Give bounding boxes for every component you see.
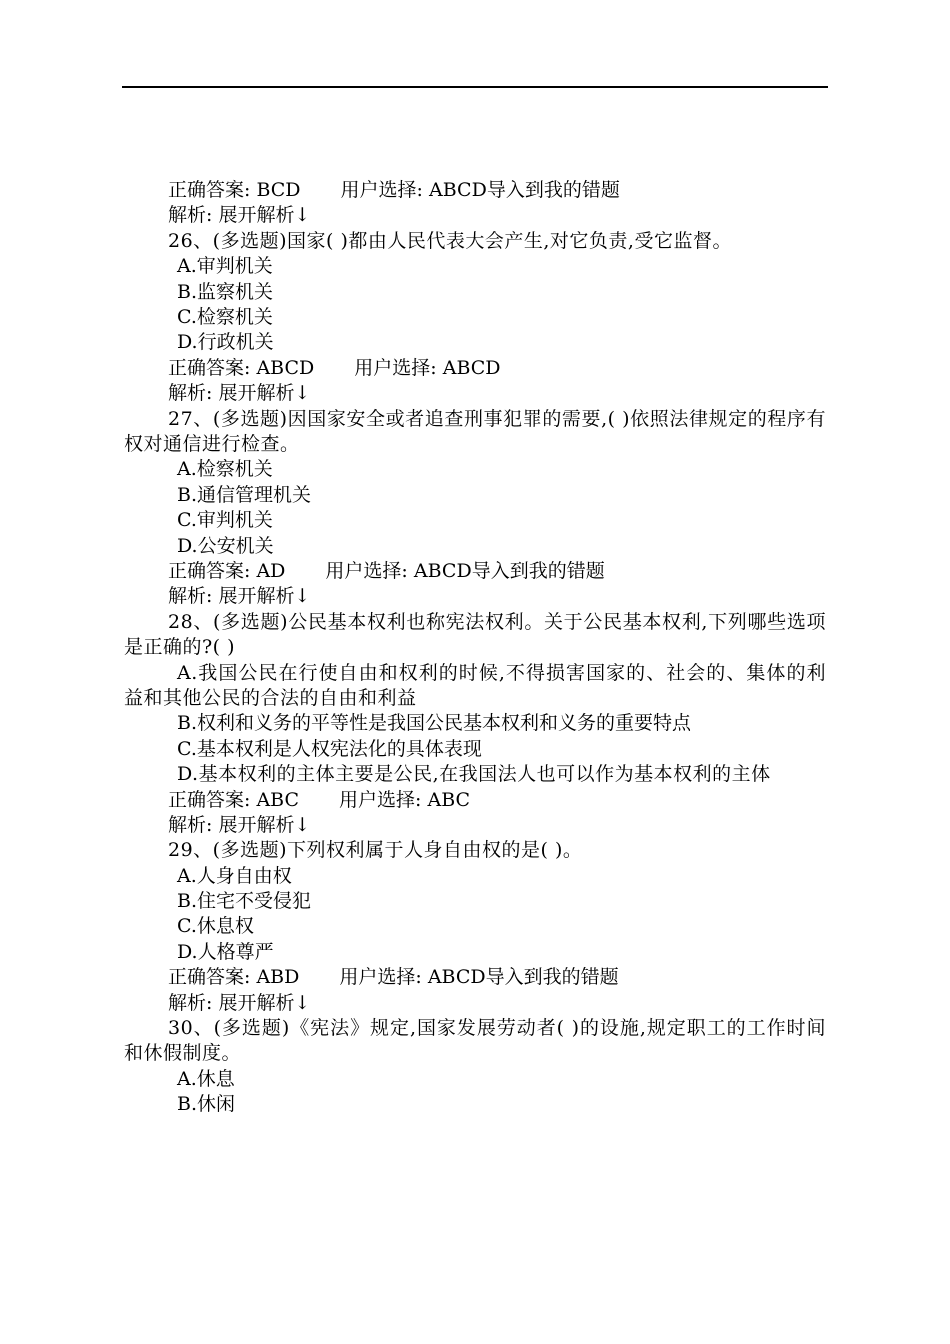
q25-answer-row (124, 178, 826, 203)
user-choice: ABCD (427, 966, 486, 989)
correct-answer: ABC (256, 788, 300, 811)
q28-stem: 28、(多选题)公民基本权利也称宪法权利。关于公民基本权利,下列哪些选项是正确的?( ) (124, 610, 826, 659)
answer-label: 正确答案: (168, 559, 251, 582)
q29-stem: 29、(多选题)下列权利属于人身自由权的是( )。 (168, 839, 583, 862)
correct-answer: BCD (256, 179, 301, 201)
user-label: 用户选择: (325, 559, 408, 582)
answer-label: 正确答案: (168, 788, 251, 811)
q30-stem: 30、(多选题)《宪法》规定,国家发展劳动者( )的设施,规定职工的工作时间和休假制度。 (124, 1017, 826, 1065)
q26-answer-row (124, 356, 826, 381)
q28-analysis-toggle[interactable]: 解析: 展开解析↓ (168, 813, 311, 836)
user-label: 用户选择: (354, 356, 437, 379)
q29-analysis-toggle[interactable]: 解析: 展开解析↓ (168, 991, 311, 1014)
correct-answer: AD (256, 559, 286, 582)
answer-label: 正确答案: (168, 356, 251, 379)
q30-option-a: A.休息 (177, 1067, 235, 1090)
q29-option-c: C.休息权 (177, 915, 254, 938)
q29-option-d: D.人格尊严 (177, 940, 274, 963)
q26-option-d: D.行政机关 (177, 331, 274, 354)
import-wrong-link[interactable]: 导入到我的错题 (485, 966, 619, 989)
q28-answer-row (124, 788, 826, 813)
q25-analysis-toggle[interactable]: 解析: 展开解析↓ (168, 204, 311, 227)
q29-option-a: A.人身自由权 (177, 864, 292, 887)
q29-option-b: B.住宅不受侵犯 (177, 890, 312, 913)
q27-stem: 27、(多选题)因国家安全或者追查刑事犯罪的需要,( )依照法律规定的程序有权对通信进行检查。 (124, 407, 826, 455)
q28-option-a: A.我国公民在行使自由和权利的时候,不得损害国家的、社会的、集体的利益和其他公民的合法的自由和利益 (124, 661, 826, 709)
q26-option-c: C.检察机关 (177, 305, 273, 328)
user-choice: ABCD (413, 559, 472, 582)
q27-option-b: B.通信管理机关 (177, 483, 312, 506)
q27-option-a: A.检察机关 (177, 458, 273, 481)
answer-label: 正确答案: (168, 966, 251, 989)
user-choice: ABC (427, 788, 471, 811)
q28-option-d: D.基本权利的主体主要是公民,在我国法人也可以作为基本权利的主体 (177, 763, 771, 786)
user-label: 用户选择: (340, 179, 423, 201)
q30-option-b: B.休闲 (177, 1093, 236, 1116)
user-label: 用户选择: (339, 966, 422, 989)
q27-answer-row (124, 559, 826, 584)
q26-option-b: B.监察机关 (177, 280, 274, 303)
correct-answer: ABCD (256, 356, 315, 379)
import-wrong-link[interactable]: 导入到我的错题 (471, 559, 605, 582)
q26-stem: 26、(多选题)国家( )都由人民代表大会产生,对它负责,受它监督。 (168, 229, 732, 252)
q26-option-a: A.审判机关 (177, 255, 273, 278)
user-choice: ABCD (442, 356, 501, 379)
q27-analysis-toggle[interactable]: 解析: 展开解析↓ (168, 585, 311, 608)
q28-option-b: B.权利和义务的平等性是我国公民基本权利和义务的重要特点 (177, 712, 692, 735)
document-body (124, 178, 826, 1118)
answer-label: 正确答案: (168, 179, 251, 201)
user-choice: ABCD (429, 179, 487, 201)
q27-option-d: D.公安机关 (177, 534, 274, 557)
correct-answer: ABD (256, 966, 300, 989)
import-wrong-link[interactable]: 导入到我的错题 (486, 179, 620, 201)
user-label: 用户选择: (339, 788, 422, 811)
q26-analysis-toggle[interactable]: 解析: 展开解析↓ (168, 382, 311, 405)
q29-answer-row (124, 965, 826, 990)
header-rule (122, 86, 828, 88)
q28-option-c: C.基本权利是人权宪法化的具体表现 (177, 737, 482, 760)
q27-option-c: C.审判机关 (177, 509, 273, 532)
